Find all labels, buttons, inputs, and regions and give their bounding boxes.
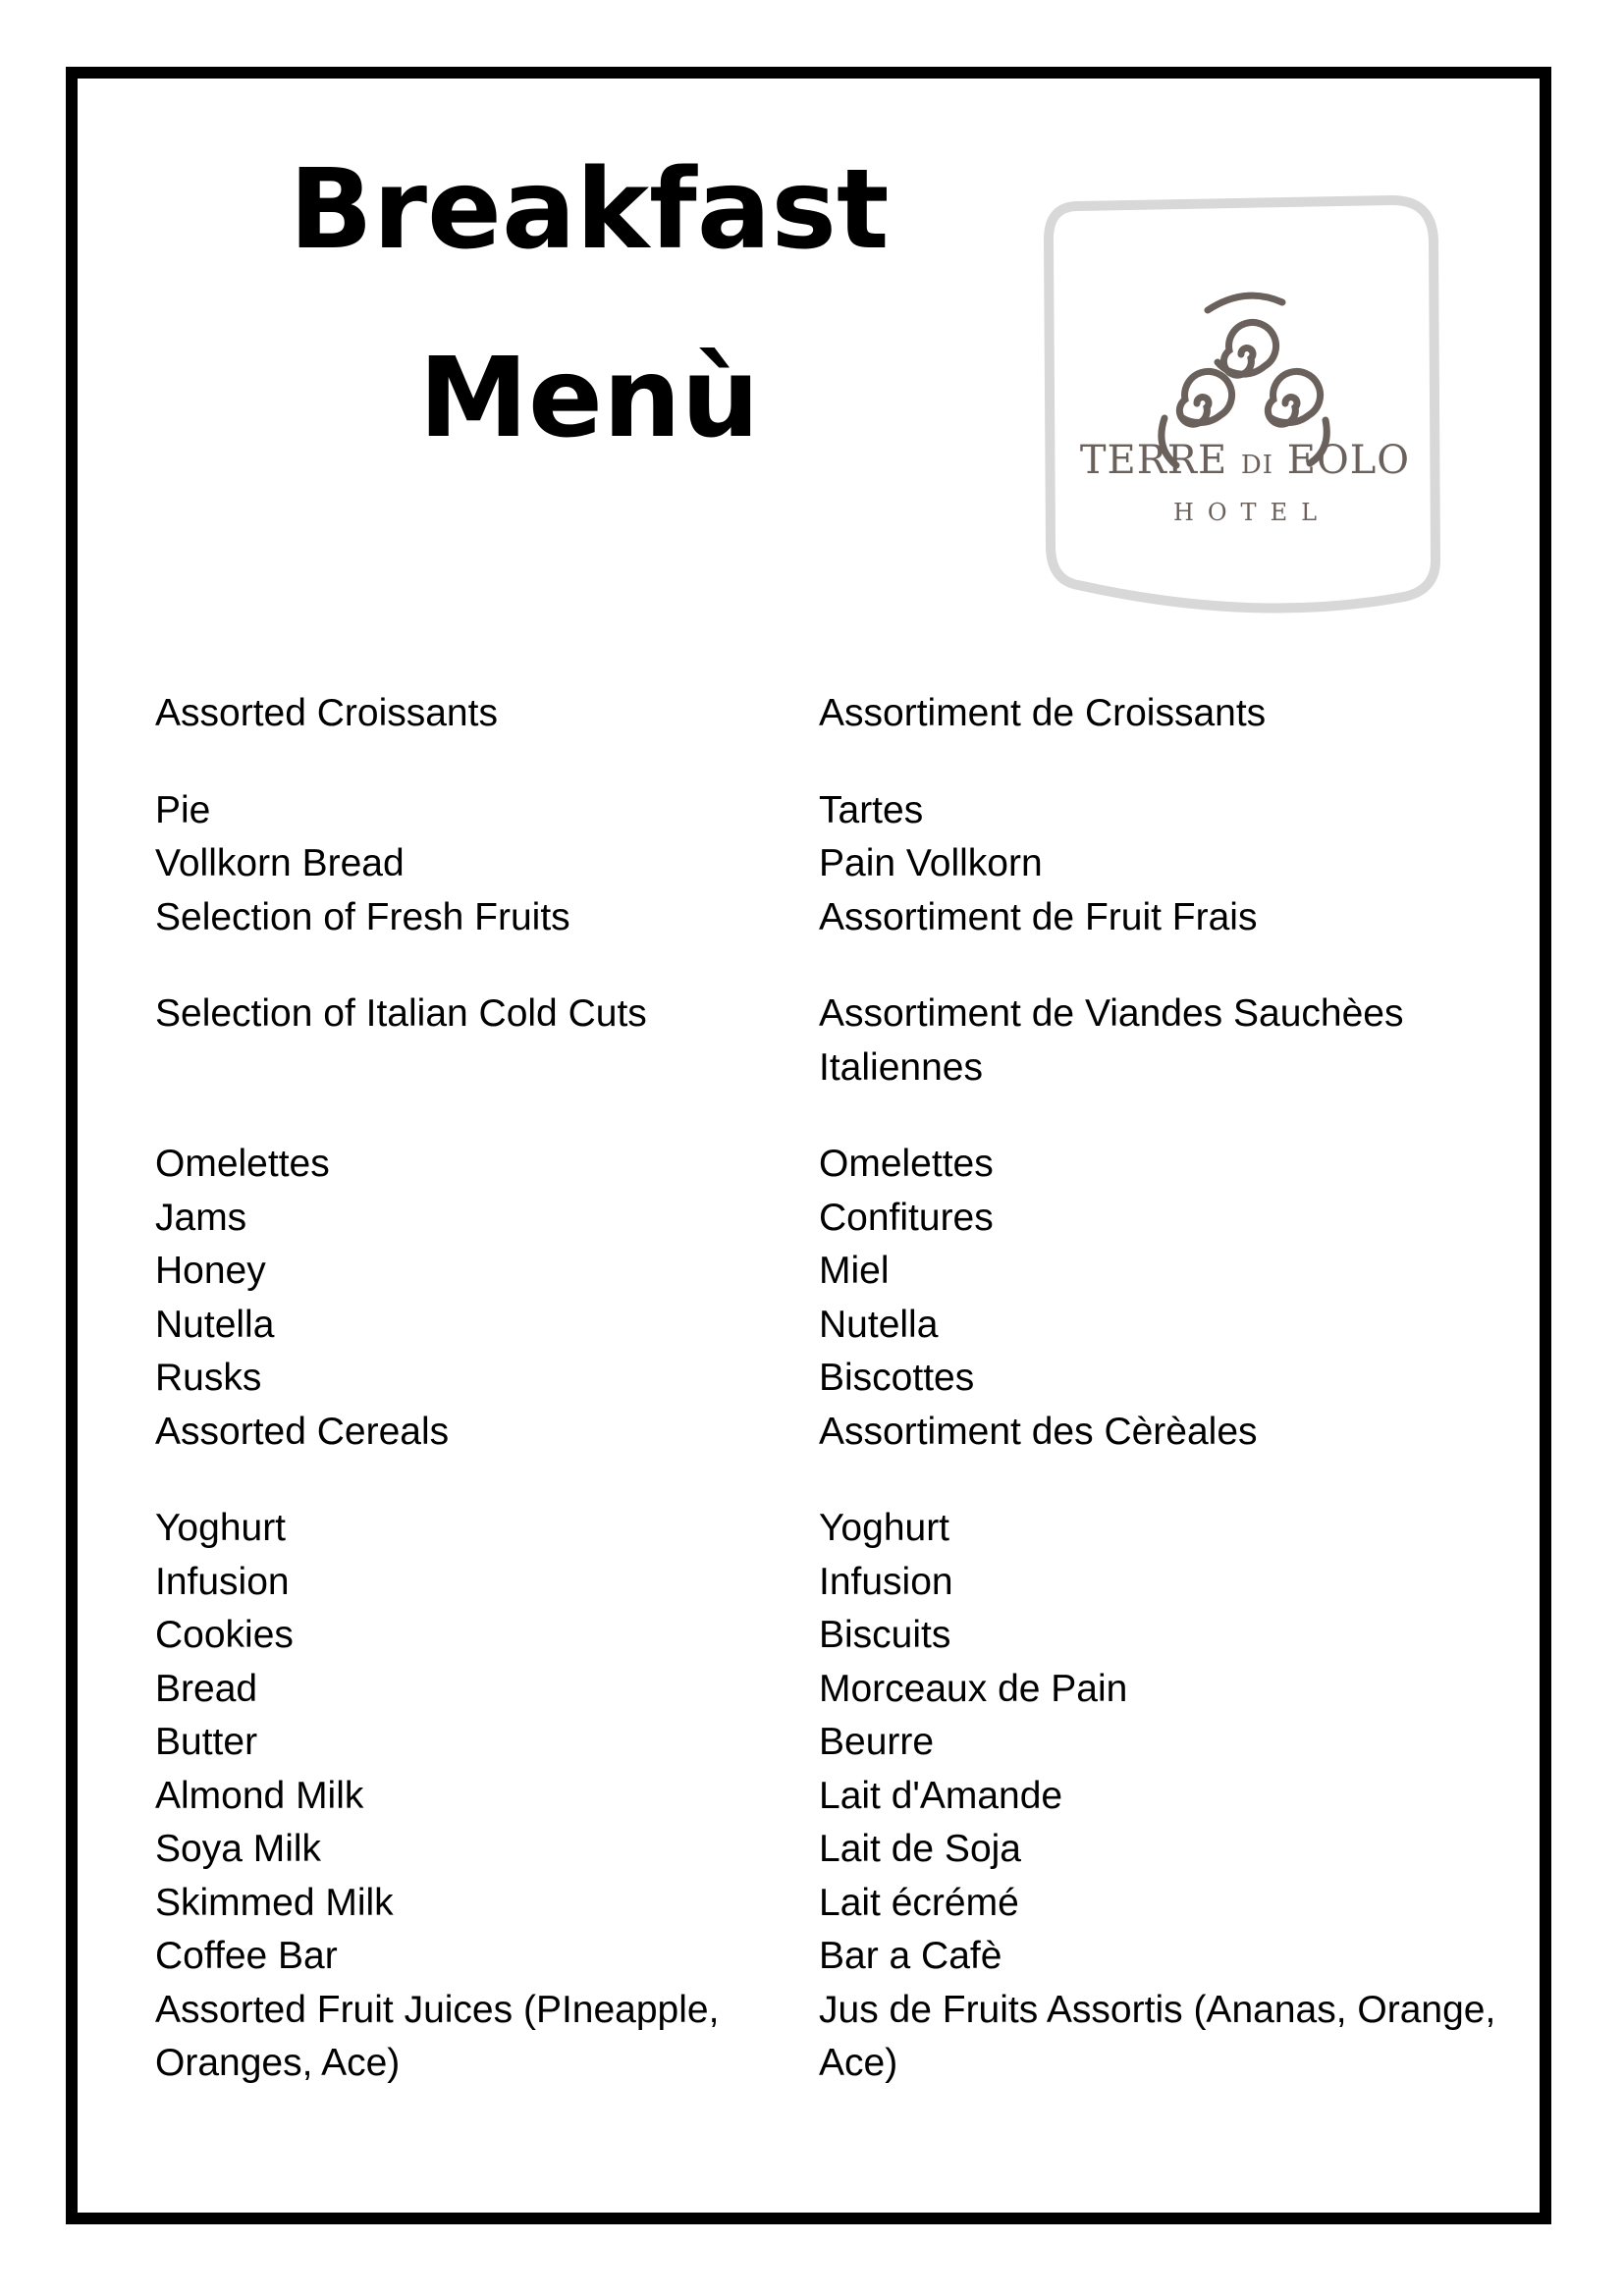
- menu-column-english: [155, 1502, 819, 2091]
- menu-item: Nutella: [155, 1303, 275, 1346]
- menu-item: Infusion: [155, 1560, 290, 1603]
- menu-group: [155, 988, 1530, 1095]
- menu-item: Almond Milk: [155, 1774, 364, 1817]
- menu-column-english: [155, 1138, 819, 1459]
- menu-item: Jus de Fruits Assortis (Ananas, Orange, Ace): [819, 1988, 1496, 2084]
- page-title-line-2: Menù: [418, 335, 760, 462]
- menu-item: Morceaux de Pain: [819, 1667, 1128, 1710]
- menu-group: [155, 687, 1530, 741]
- menu-item: Vollkorn Bread: [155, 842, 405, 884]
- menu-item: Selection of Fresh Fruits: [155, 895, 570, 938]
- menu-column-french: [819, 988, 1506, 1095]
- menu-item: Coffee Bar: [155, 1935, 338, 1977]
- menu-item: Yoghurt: [155, 1507, 287, 1549]
- hotel-logo-name: TERRE DI EOLO: [1079, 438, 1411, 483]
- menu-item: Jams: [155, 1196, 247, 1239]
- menu-item: Confitures: [819, 1196, 994, 1239]
- menu-item: Assorted Fruit Juices (PIneapple, Oranges, Ace): [155, 1988, 720, 2084]
- menu-item: Butter: [155, 1721, 258, 1763]
- menu-item: Cookies: [155, 1614, 294, 1656]
- menu-group: [155, 784, 1530, 945]
- logo-badge: [1039, 192, 1451, 614]
- menu-item: Biscuits: [819, 1614, 951, 1656]
- menu-item: Lait écrémé: [819, 1881, 1019, 1924]
- menu-item: Infusion: [819, 1560, 953, 1603]
- menu-item: Tartes: [819, 788, 924, 831]
- menu-item: Assortiment de Viandes Sauchèes Italiennes: [819, 992, 1404, 1089]
- menu-item: Assortiment de Croissants: [819, 692, 1267, 734]
- menu-item: Assortiment des Cèrèales: [819, 1410, 1258, 1453]
- menu-item: Lait d'Amande: [819, 1774, 1063, 1817]
- menu-item: Assorted Croissants: [155, 692, 498, 734]
- menu-list: [155, 687, 1530, 2134]
- menu-item: Omelettes: [155, 1143, 330, 1185]
- menu-item: Bread: [155, 1667, 258, 1710]
- menu-item: Assortiment de Fruit Frais: [819, 895, 1258, 938]
- menu-group: [155, 1138, 1530, 1459]
- menu-column-english: [155, 687, 819, 741]
- page-title-line-1: Breakfast: [289, 146, 890, 274]
- menu-column-french: [819, 784, 1506, 945]
- menu-item: Lait de Soja: [819, 1828, 1021, 1870]
- menu-item: Assorted Cereals: [155, 1410, 450, 1453]
- menu-item: Rusks: [155, 1357, 262, 1399]
- menu-item: Pie: [155, 788, 211, 831]
- menu-column-french: [819, 1502, 1506, 2091]
- menu-item: Skimmed Milk: [155, 1881, 394, 1924]
- menu-item: Honey: [155, 1250, 266, 1292]
- menu-item: Beurre: [819, 1721, 935, 1763]
- menu-item: Nutella: [819, 1303, 939, 1346]
- menu-column-english: [155, 784, 819, 945]
- menu-item: Biscottes: [819, 1357, 975, 1399]
- hotel-logo-subtitle: HOTEL: [1172, 499, 1331, 526]
- menu-item: Omelettes: [819, 1143, 994, 1185]
- hotel-logo: [1039, 192, 1451, 614]
- menu-item: Pain Vollkorn: [819, 842, 1043, 884]
- menu-item: Bar a Cafè: [819, 1935, 1002, 1977]
- menu-item: Soya Milk: [155, 1828, 322, 1870]
- menu-column-french: [819, 687, 1506, 741]
- menu-group: [155, 1502, 1530, 2091]
- menu-column-french: [819, 1138, 1506, 1459]
- menu-item: Selection of Italian Cold Cuts: [155, 992, 647, 1035]
- menu-item: Miel: [819, 1250, 890, 1292]
- menu-column-english: [155, 988, 819, 1095]
- menu-item: Yoghurt: [819, 1507, 950, 1549]
